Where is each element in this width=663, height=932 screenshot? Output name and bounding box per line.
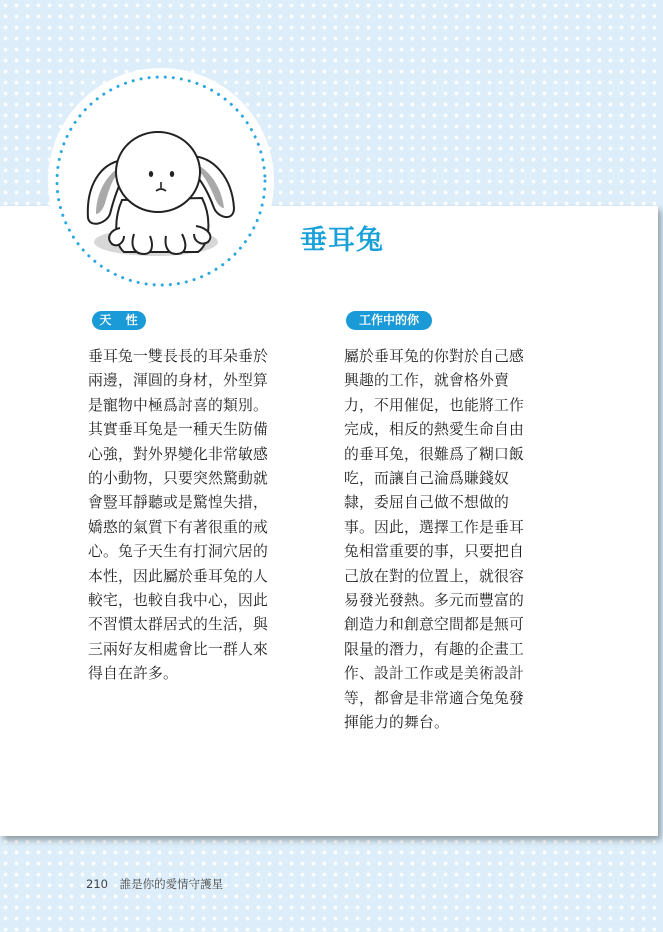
work-body-text: 屬於垂耳兔的你對於自己感 興趣的工作，就會格外賣 力，不用催促，也能將工作 完成，相反的熱愛生命自由 的垂耳兔，很難爲了糊口飯 吃，而讓自己淪爲賺錢奴 隸，委屈自己做不想做的 事。因此，選擇工作是垂耳 兔相當重要的事，只要把自 己放在對的位置上，就很容 易發光發熱。多元而豐富的 創造力和創意空間都是無可 限量的潛力，有趣的企畫工 作、設計工作或是美術設計 等，都會是非常適合兔兔發 揮能力的舞台。 bbox=[344, 348, 524, 732]
page-footer bbox=[86, 876, 223, 892]
lop-ear-rabbit-icon bbox=[48, 68, 274, 294]
illustration-badge bbox=[48, 68, 274, 294]
work-tag: 工作中的你 bbox=[346, 311, 432, 330]
nature-body-text: 垂耳兔一雙長長的耳朵垂於 兩邊，渾圓的身材，外型算 是寵物中極爲討喜的類別。 其實垂耳兔是一種天生防備 心強，對外界變化非常敏感 的小動物，只要突然驚動就 會豎耳靜聽或是驚惶失措， 嬌憨的氣質下有著很重的戒 心。兔子天生有打洞穴居的 本性，因此屬於垂耳兔的人 較宅，也較自我中心，因此 不習慣太群居式的生活，與 三兩好友相處會比一群人來 得自在許多。 bbox=[88, 348, 268, 683]
page-number: 210 bbox=[86, 877, 108, 891]
page-title: 垂耳兔 bbox=[300, 225, 384, 256]
nature-tag: 天 性 bbox=[92, 311, 146, 330]
book-title: 誰是你的愛情守護星 bbox=[119, 877, 224, 891]
